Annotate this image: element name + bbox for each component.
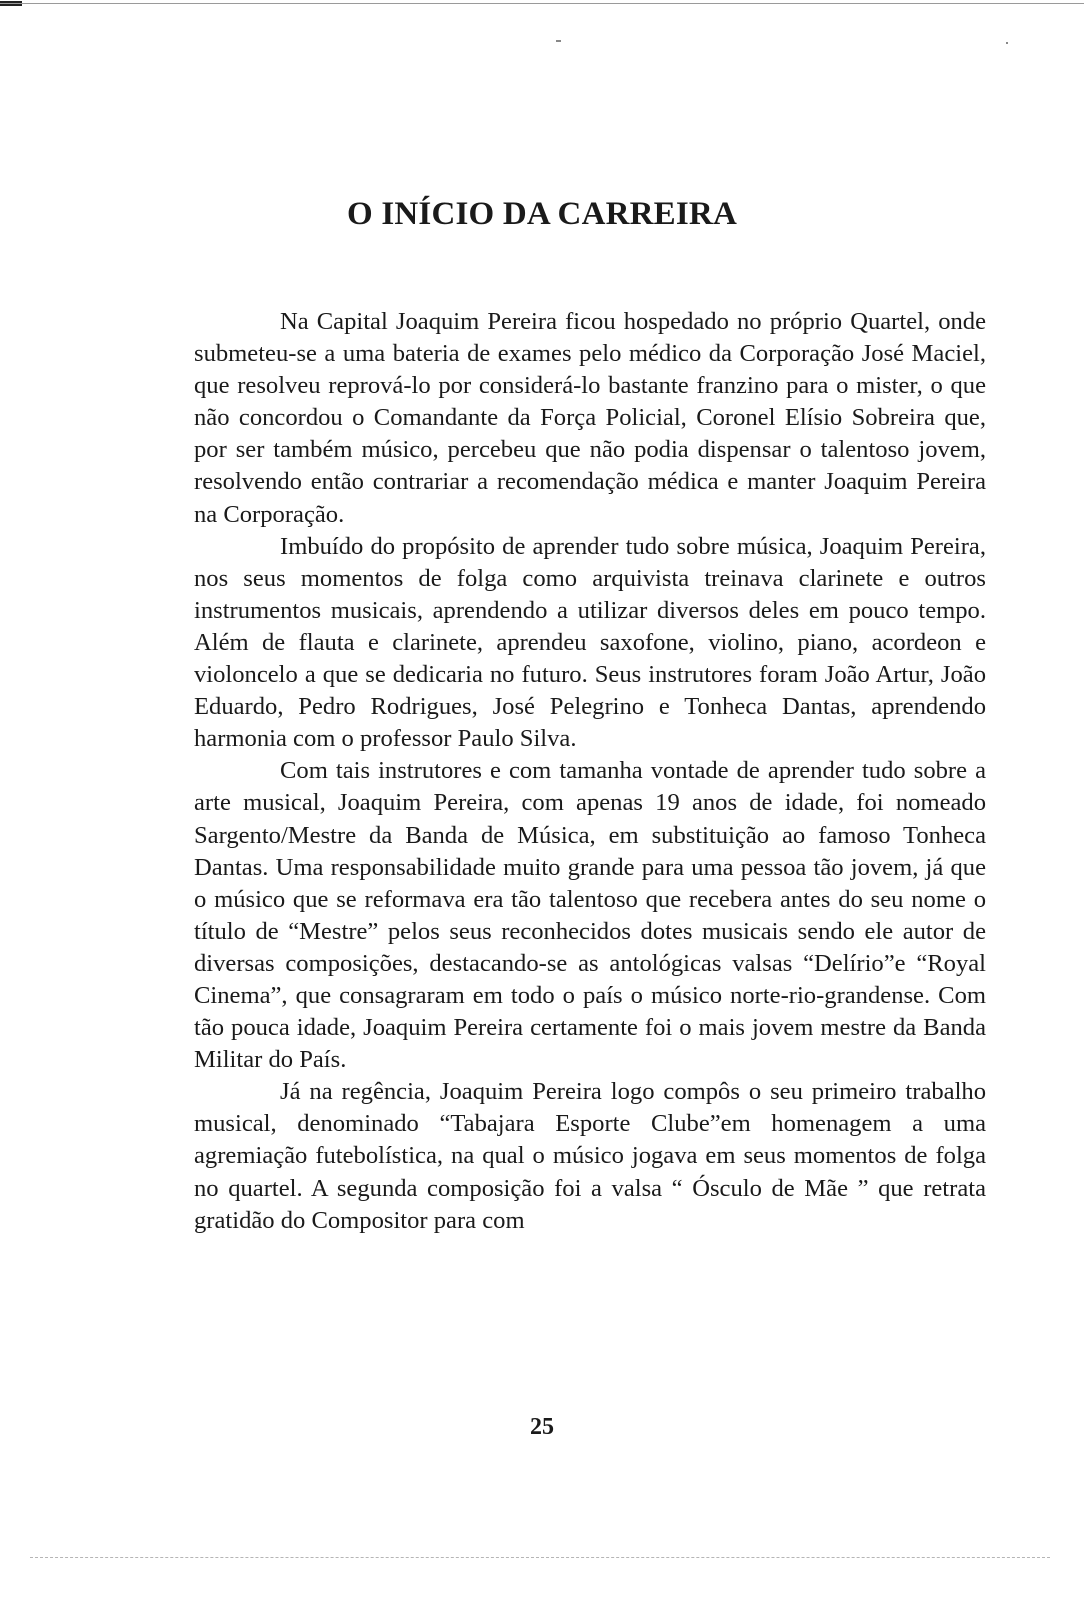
scan-edge-line bbox=[0, 3, 1084, 4]
body-text bbox=[194, 306, 986, 1237]
chapter-title: O INÍCIO DA CARREIRA bbox=[347, 196, 737, 232]
page-number: 25 bbox=[530, 1414, 554, 1440]
scan-edge-line bbox=[30, 1557, 1050, 1558]
scan-speck bbox=[1006, 42, 1008, 44]
paragraph: Já na regência, Joaquim Pereira logo compôs o seu primeiro trabalho musical, denominado “Tabajara Esporte Clube”em homenagem a uma agremiação futebolística, na qual o músico jogava em seus momentos de folga no quartel. A segunda composição foi a valsa “ Ósculo de Mãe ” que retrata gratidão do Compositor para com bbox=[194, 1078, 986, 1234]
paragraph: Imbuído do propósito de aprender tudo sobre música, Joaquim Pereira, nos seus momentos de folga como arquivista treinava clarinete e outros instrumentos musicais, aprendendo a utilizar diversos deles em pouco tempo. Além de flauta e clarinete, aprendeu saxofone, violino, piano, acordeon e violoncelo a que se dedicaria no futuro. Seus instrutores foram João Artur, João Eduardo, Pedro Rodrigues, José Pelegrino e Tonheca Dantas, aprendendo harmonia com o professor Paulo Silva. bbox=[194, 532, 986, 753]
scan-speck bbox=[556, 40, 561, 42]
paragraph: Na Capital Joaquim Pereira ficou hospedado no próprio Quartel, onde submeteu-se a uma bateria de exames pelo médico da Corporação José Maciel, que resolveu reprová-lo por considerá-lo bastante franzino para o mister, o que não concordou o Comandante da Força Policial, Coronel Elísio Sobreira que, por ser também músico, percebeu que não podia dispensar o talentoso jovem, resolvendo então contrariar a recomendação médica e manter Joaquim Pereira na Corporação. bbox=[194, 308, 986, 528]
paragraph: Com tais instrutores e com tamanha vontade de aprender tudo sobre a arte musical, Joaquim Pereira, com apenas 19 anos de idade, foi nomeado Sargento/Mestre da Banda de Música, em substituição ao famoso Tonheca Dantas. Uma responsabilidade muito grande para uma pessoa tão jovem, já que o músico que se reformava era tão talentoso que recebera antes do seu nome o título de “Mestre” pelos seus reconhecidos dotes musicais sendo ele autor de diversas composições, destacando-se as antológicas valsas “Delírio”e “Royal Cinema”, que consagraram em todo o país o músico norte-rio-grandense. Com tão pouca idade, Joaquim Pereira certamente foi o mais jovem mestre da Banda Militar do País. bbox=[194, 757, 986, 1074]
